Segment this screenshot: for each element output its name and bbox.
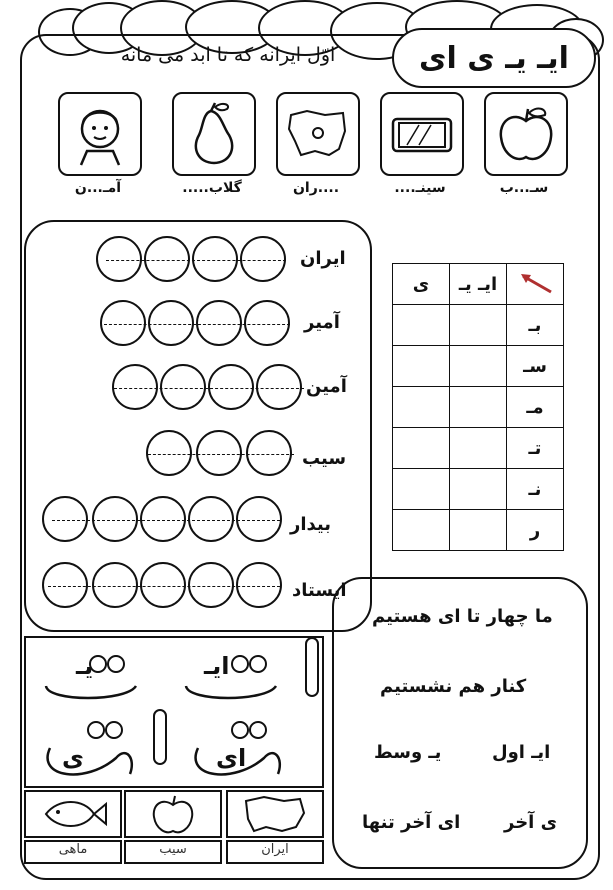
circle-row	[112, 364, 308, 410]
apple-icon	[493, 101, 559, 167]
apple-cell	[124, 790, 222, 838]
caption-pear: گلاب.....	[182, 180, 242, 196]
row-letter: سـ	[507, 346, 564, 387]
poem-line: ی آخر	[504, 812, 558, 833]
blank-cell[interactable]	[393, 428, 450, 469]
pear-picture	[172, 92, 256, 176]
poem-line: کنار هم نشستیم	[380, 676, 527, 697]
fish-icon	[38, 794, 108, 834]
boy-icon	[67, 101, 133, 167]
blank-cell[interactable]	[393, 346, 450, 387]
poem-line: یـ وسط	[374, 742, 442, 763]
iran-map-icon	[240, 793, 310, 835]
blank-cell[interactable]	[450, 510, 507, 551]
table-corner	[507, 264, 564, 305]
letter-form-table	[392, 263, 564, 551]
cartoon-letter: یـ	[76, 652, 94, 680]
word-bidar: بیدار	[290, 514, 332, 535]
blank-cell[interactable]	[450, 469, 507, 510]
blank-cell[interactable]	[450, 387, 507, 428]
circle-row	[42, 496, 286, 542]
poem-line: ایـ اول	[492, 742, 551, 763]
table-header-i: ی	[393, 264, 450, 305]
blank-cell[interactable]	[393, 387, 450, 428]
word-sib: سیب	[302, 448, 347, 469]
table-header-iye: ایـ یـ	[450, 264, 507, 305]
word-amin: آمین	[306, 376, 347, 397]
circle-row	[42, 562, 286, 608]
circle-row	[100, 300, 296, 346]
blank-cell[interactable]	[393, 305, 450, 346]
label-iran: ایران	[226, 840, 324, 864]
poem-line: ای آخر تنها	[362, 812, 461, 833]
iran-map-picture	[276, 92, 360, 176]
label-fish: ماهی	[24, 840, 122, 864]
row-letter: تـ	[507, 428, 564, 469]
caption-map: ....ران	[292, 180, 340, 196]
cartoon-letter: ایـ	[204, 652, 230, 680]
row-letter: بـ	[507, 305, 564, 346]
row-letter: ر	[507, 510, 564, 551]
slogan: اوّل ایرانه که تا ابد می مانه	[120, 44, 336, 66]
row-letter: نـ	[507, 469, 564, 510]
row-letter: مـ	[507, 387, 564, 428]
blank-cell[interactable]	[450, 305, 507, 346]
tray-icon	[389, 101, 455, 167]
iran-map-icon	[285, 101, 351, 167]
blank-cell[interactable]	[450, 346, 507, 387]
fish-cell	[24, 790, 122, 838]
blank-cell[interactable]	[393, 469, 450, 510]
boy-picture	[58, 92, 142, 176]
cartoon-letter: ای	[216, 744, 247, 772]
pear-icon	[181, 101, 247, 167]
blank-cell[interactable]	[450, 428, 507, 469]
blank-cell[interactable]	[393, 510, 450, 551]
caption-tray: سینـ....	[394, 180, 446, 196]
map-cell	[226, 790, 324, 838]
word-amir: آمیر	[304, 312, 340, 333]
caption-apple: سـ...ب	[499, 180, 549, 196]
circle-row	[146, 430, 296, 476]
caption-boy: آمـ...ن	[74, 180, 122, 196]
arrow-icon	[515, 270, 555, 294]
word-istad: ایستاد	[292, 580, 347, 601]
word-iran: ایران	[300, 248, 346, 269]
poem-line: ما چهار تا ای هستیم	[372, 606, 553, 627]
page-title: ایـ یـ ی ای	[392, 28, 596, 88]
tray-picture	[380, 92, 464, 176]
cartoon-letter: ی	[62, 744, 84, 772]
apple-picture	[484, 92, 568, 176]
label-apple: سیب	[124, 840, 222, 864]
circle-row	[96, 236, 292, 282]
apple-icon	[148, 793, 198, 835]
